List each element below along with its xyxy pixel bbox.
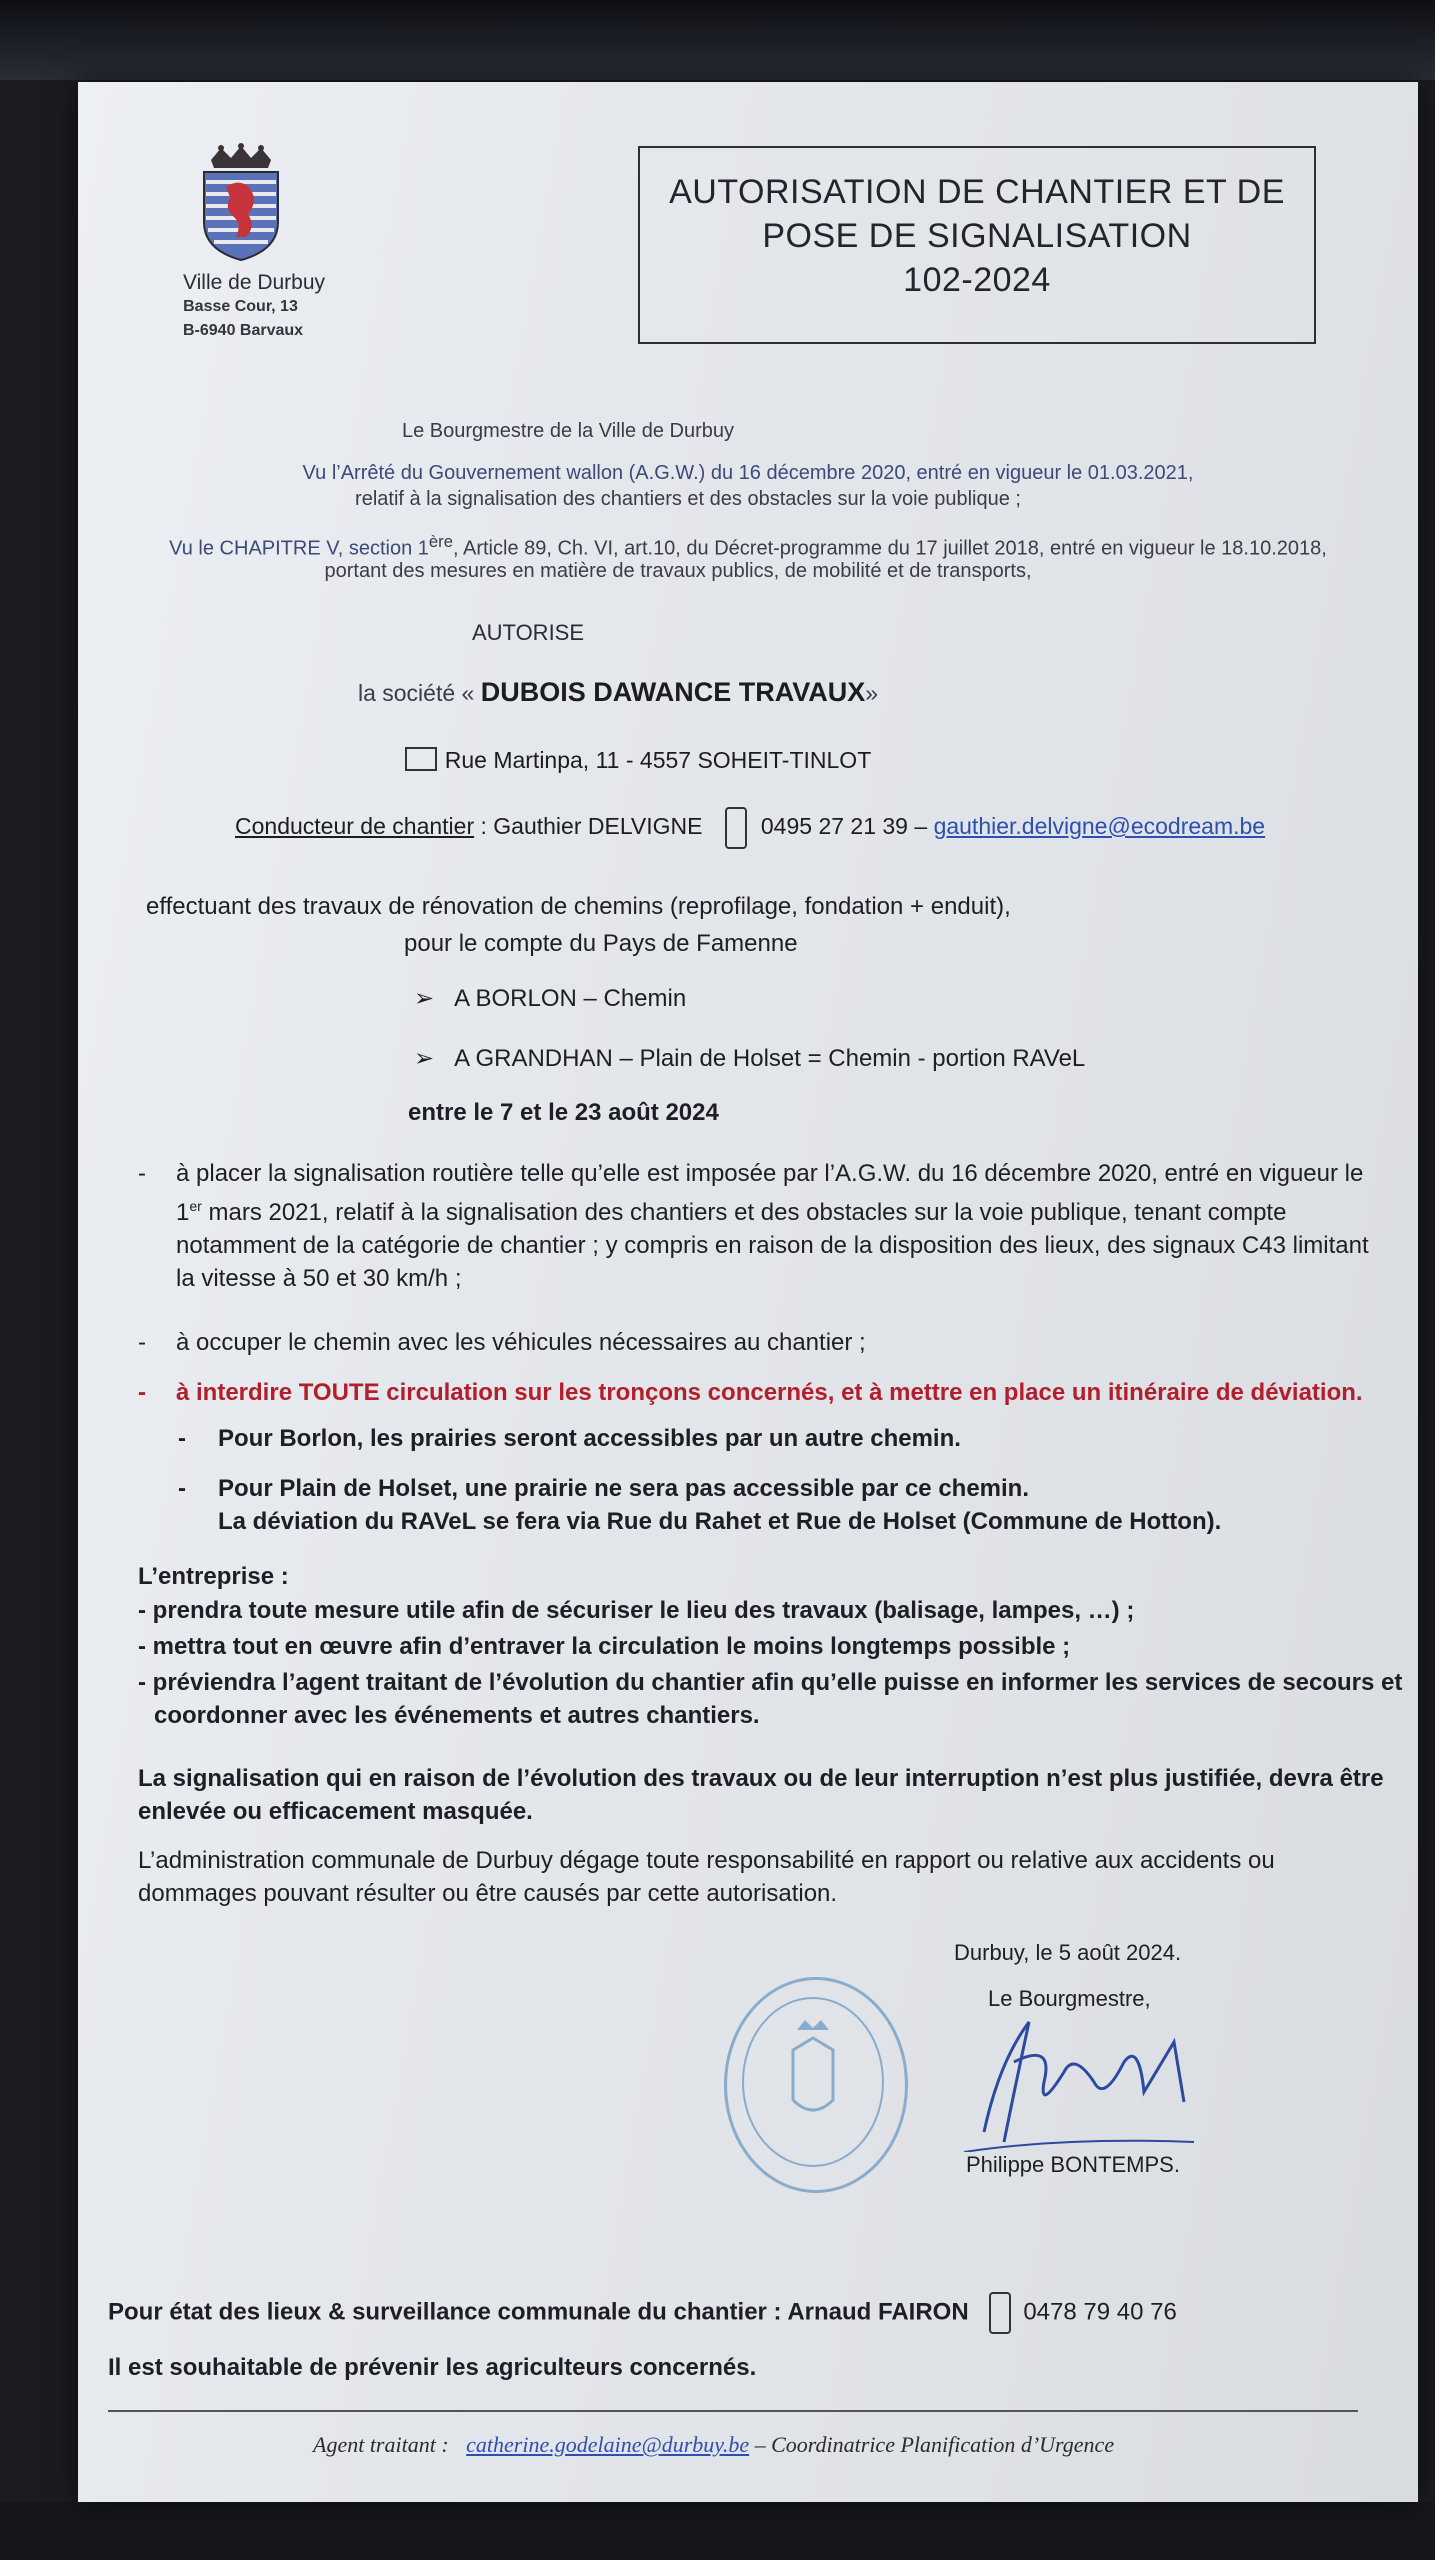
- condition-2: à occuper le chemin avec les véhicules nécessaires au chantier ;: [176, 1329, 866, 1356]
- works-line2: pour le compte du Pays de Famenne: [404, 930, 798, 957]
- footer-divider: [108, 2410, 1358, 2412]
- window-frame-top: [0, 0, 1435, 80]
- title-line-3: 102-2024: [903, 261, 1051, 299]
- stamp-icon: [727, 1980, 899, 2184]
- dash: -: [178, 1475, 186, 1502]
- company-name: DUBOIS DAWANCE TRAVAUX: [480, 677, 866, 707]
- signature-date: Durbuy, le 5 août 2024.: [954, 1940, 1182, 1965]
- title-line-2: POSE DE SIGNALISATION: [762, 217, 1192, 255]
- company-address-line: Rue Martinpa, 11 - 4557 SOHEIT-TINLOT: [0, 747, 1308, 774]
- signature-name: Philippe BONTEMPS.: [966, 2152, 1180, 2177]
- vu1-line2: relatif à la signalisation des chantiers et des obstacles sur la voie publique ;: [355, 488, 1021, 510]
- entreprise-1: - prendra toute mesure utile afin de sécuriser le lieu des travaux (balisage, lampes, …) ;: [138, 1597, 1135, 1624]
- phone-icon: [989, 2292, 1011, 2334]
- condition-1: à placer la signalisation routière telle qu’elle est imposée par l’A.G.W. du 16 décembre 2020, entré en vigueur le 1er mars 2021, relatif à la signalisation des chantiers et des obstacles sur la voie publique, tenant compte notamment de la catégorie de chantier ; y compris en raison de la disposition des lieux, des signaux C43 limitant la vitesse à 50 et 30 km/h ;: [176, 1160, 1369, 1292]
- dash: -: [138, 1329, 146, 1356]
- agent-line: Agent traitant : catherine.godelaine@durbuy.be – Coordinatrice Planification d’Urgence: [313, 2432, 1115, 2457]
- closing-signalisation: La signalisation qui en raison de l’évolution des travaux ou de leur interruption n’est plus justifiée, devra être enlevée ou efficacement masquée.: [138, 1765, 1384, 1825]
- company-line: la société « DUBOIS DAWANCE TRAVAUX»: [357, 677, 879, 707]
- window-frame-bottom: [0, 2502, 1435, 2560]
- condition-3-borlon: Pour Borlon, les prairies seront accessibles par un autre chemin.: [218, 1425, 961, 1452]
- vu1-line1: Vu l’Arrêté du Gouvernement wallon (A.G.W.) du 16 décembre 2020, entré en vigueur le 01.03.2021,: [302, 462, 1194, 484]
- place-borlon: ➢ A BORLON – Chemin: [414, 985, 687, 1012]
- mayor-line: Le Bourgmestre de la Ville de Durbuy: [401, 420, 735, 442]
- town-name: Ville de Durbuy: [183, 271, 326, 294]
- vu2-line2: portant des mesures en matière de travaux publics, de mobilité et de transports,: [324, 560, 1032, 582]
- works-dates: entre le 7 et le 23 août 2024: [408, 1099, 719, 1126]
- agent-email-link[interactable]: catherine.godelaine@durbuy.be: [466, 2432, 750, 2457]
- vu2-line1: Vu le CHAPITRE V, section 1ère, Article 89, Ch. VI, art.10, du Décret-programme du 17 juillet 2018, entré en vigueur le 18.10.2018,: [169, 532, 1327, 560]
- durbuy-crest: [183, 142, 326, 352]
- handwritten-signature: [944, 2002, 1204, 2152]
- document-title: [638, 146, 1316, 344]
- town-address-2: B-6940 Barvaux: [183, 322, 304, 339]
- place-grandhan: ➢ A GRANDHAN – Plain de Holset = Chemin - portion RAVeL: [414, 1045, 1086, 1072]
- arrow-bullet-icon: ➢: [414, 1045, 435, 1072]
- municipal-stamp: [724, 1977, 908, 2193]
- mail-icon: [405, 747, 437, 771]
- arrow-bullet-icon: ➢: [414, 985, 435, 1012]
- closing-responsibility: L’administration communale de Durbuy dégage toute responsabilité en rapport ou relative aux accidents ou dommages pouvant résulter ou être causés par cette autorisation.: [138, 1847, 1275, 1907]
- authorization-document: [78, 82, 1418, 2502]
- town-address-1: Basse Cour, 13: [183, 298, 298, 315]
- condition-3: à interdire TOUTE circulation sur les tronçons concernés, et à mettre en place un itinéraire de déviation.: [176, 1379, 1363, 1406]
- entreprise-heading: L’entreprise :: [138, 1563, 289, 1590]
- signature-role: Le Bourgmestre,: [988, 1986, 1151, 2011]
- conductor-email-link[interactable]: gauthier.delvigne@ecodream.be: [933, 813, 1266, 840]
- entreprise-3: - préviendra l’agent traitant de l’évolution du chantier afin qu’elle puisse en informer les services de secours et coordonner avec les événements et autres chantiers.: [138, 1669, 1403, 1729]
- conductor-line: Conducteur de chantier : Gauthier DELVIGNE 0495 27 21 39 – gauthier.delvigne@ecodream.be: [235, 807, 1265, 849]
- farmers-note: Il est souhaitable de prévenir les agriculteurs concernés.: [108, 2354, 757, 2381]
- dash: -: [178, 1425, 186, 1452]
- dash: -: [138, 1160, 146, 1187]
- autorise-heading: AUTORISE: [471, 620, 585, 645]
- condition-3-holset: Pour Plain de Holset, une prairie ne sera pas accessible par ce chemin. La déviation du RAVeL se fera via Rue du Rahet et Rue de Holset (Commune de Hotton).: [218, 1475, 1222, 1535]
- entreprise-2: - mettra tout en œuvre afin d’entraver la circulation le moins longtemps possible ;: [138, 1633, 1071, 1660]
- phone-icon: [725, 807, 747, 849]
- coat-of-arms-icon: [196, 142, 286, 262]
- surveillance-line: Pour état des lieux & surveillance communale du chantier : Arnaud FAIRON 0478 79 40 76: [108, 2292, 1177, 2334]
- works-line1: effectuant des travaux de rénovation de chemins (reprofilage, fondation + enduit),: [146, 893, 1011, 920]
- dash: -: [138, 1379, 146, 1406]
- title-line-1: AUTORISATION DE CHANTIER ET DE: [669, 173, 1285, 211]
